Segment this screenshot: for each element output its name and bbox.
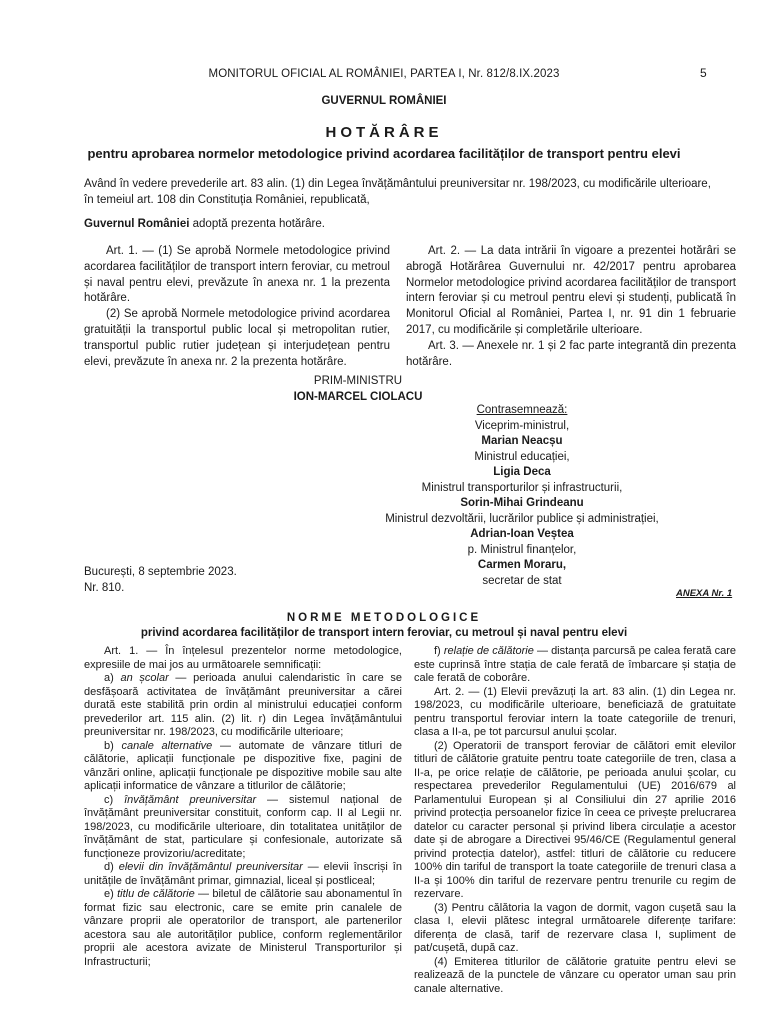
pm-title: PRIM-MINISTRU xyxy=(313,375,403,387)
definition-item: d) elevii din învățământul preuniversitar — elevii înscriși în unitățile de învățământ primar, gimnazial, liceal și postliceal; xyxy=(84,861,402,887)
signer-role: p. Ministrul finanțelor, xyxy=(467,543,577,556)
decision-subtitle: pentru aprobarea normelor metodologice privind acordarea facilităților de transport pentru elevi xyxy=(87,146,681,161)
annex-right-column xyxy=(414,645,736,996)
annex-article-2-paragraph-4: (4) Emiterea titlurilor de călătorie gratuite pentru elevi se realizează de la punctele de vânzare cu operator uman sau prin canale alternative. xyxy=(414,955,736,995)
definition-item: c) învățământ preuniversitar — sistemul național de învățământ preuniversitar constituit, conform cap. II al Legii nr. 198/2023, cu modificările ulterioare, din totalitatea unităților de învățământ de stat, particulare și confesionale, autorizate să funcționeze provizoriu/acreditate; xyxy=(84,793,402,860)
article-2: Art. 2. — La data intrării în vigoare a prezentei hotărâri se abrogă Hotărârea Guvernului nr. 42/2017 pentru aprobarea Normelor metodologice privind acordarea facilităților de transport intern feroviar și cu metroul pentru elevi și studenți, publicată în Monitorul Oficial al României, Partea I, nr. 91 din 1 februarie 2017, cu modificările și completările ulterioare. xyxy=(406,245,736,336)
annex-title: NORME METODOLOGICE xyxy=(286,612,482,624)
annex-article-2-paragraph-2: (2) Operatorii de transport feroviar de călători emit elevilor titluri de călătorie gratuite pentru toate categoriile de tren, clasa a II-a, pe orice relație de călătorie, pe perioada anului școlar, cu respectarea prevederilor Regulamentului (UE) 2016/679 al Parlamentului European și al Consiliului din 27 aprilie 2016 privind protecția persoanelor fizice în ceea ce privește prelucrarea datelor cu caracter personal și privind libera circulație a acestor date și de abrogare a Directivei 95/46/CE (Regulamentul general privind protecția datelor), astfel: titluri de călătorie cu reducere 100% din tariful de transport la toate categoriile de trenuri clasa a II-a și 100% din tariful de rezervare pentru trenurile cu regim de rezervare. xyxy=(414,739,736,900)
definition-item: a) an școlar — perioada anului calendaristic în care se desfășoară activitatea de învățământ preuniversitar a cărei durată este stabilită prin ordin al ministrului educației conform prevederilor art. 115 alin. (2) lit. r) din Legea învățământului preuniversitar nr. 198/2023, cu modificările ulterioare; xyxy=(84,672,402,738)
decision-number: Nr. 810. xyxy=(84,581,125,594)
annex-article-1-intro: Art. 1. — În înțelesul prezentelor norme metodologice, expresiile de mai jos au următoarele semnificații: xyxy=(84,645,402,671)
adoption-subject: Guvernul României xyxy=(84,218,190,230)
annex-article-2-paragraph-1: Art. 2. — (1) Elevii prevăzuți la art. 83 alin. (1) din Legea nr. 198/2023, cu modificările ulterioare, beneficiază de gratuitate pentru transportul feroviar intern la toate categoriile de trenuri, clasa a II-a, pe tot parcursul anului școlar. xyxy=(414,685,736,738)
pm-block xyxy=(238,374,478,405)
place-date-block xyxy=(84,565,237,596)
signer-name: Ligia Deca xyxy=(493,466,551,478)
article-1-paragraph-1: Art. 1. — (1) Se aprobă Normele metodologice privind acordarea facilităților de transport intern feroviar, cu metroul și naval pentru elevi, prevăzute în anexa nr. 1 la prezenta hotărâre. xyxy=(84,245,390,305)
adoption-rest: adoptă prezenta hotărâre. xyxy=(189,218,325,230)
signer-role: Ministrul transporturilor și infrastructurii, xyxy=(421,481,623,494)
adoption-line xyxy=(84,216,754,232)
preamble-2: în temeiul art. 108 din Constituția României, republicată, xyxy=(84,194,370,206)
annex-label: ANEXA Nr. 1 xyxy=(676,588,733,599)
pm-name: ION-MARCEL CIOLACU xyxy=(293,390,423,403)
definition-item: e) titlu de călătorie — biletul de călătorie sau abonamentul în format fizic sau electronic, care se emite prin canalele de vânzare proprii ale operatorilor de transport, ale partenerilor acestora sau ale autorităților publice, conform reglementărilor proprii ale acestora avizate de Ministerul Transporturilor și Infrastructurii; xyxy=(84,888,402,968)
annex-left-column xyxy=(84,645,402,969)
countersign-block xyxy=(372,403,672,589)
definition-item: b) canale alternative — automate de vânzare titluri de călătorie, aplicații funcționale pe dispozitive fixe, pagini de vânzări online, aplicații funcționale pe dispozitive mobile sau alte aplicații informatice de vânzare a titlurilor de călătorie; xyxy=(84,739,402,792)
article-3: Art. 3. — Anexele nr. 1 și 2 fac parte integrantă din prezenta hotărâre. xyxy=(406,339,736,368)
journal-header: MONITORUL OFICIAL AL ROMÂNIEI, PARTEA I, Nr. 812/8.IX.2023 xyxy=(208,68,560,80)
decision-title: HOTĂRÂRE xyxy=(325,124,443,141)
place-date: București, 8 septembrie 2023. xyxy=(84,566,237,578)
signer-closing-role: secretar de stat xyxy=(482,574,562,587)
signer-role: Ministrul educației, xyxy=(474,450,570,463)
preamble-1: Având în vedere prevederile art. 83 alin. (1) din Legea învățământului preuniversitar nr. 198/2023, cu modificările ulterioare, xyxy=(84,178,711,190)
signer-name: Adrian-Ioan Veștea xyxy=(470,528,574,540)
signer-role: Ministrul dezvoltării, lucrărilor publice și administrației, xyxy=(385,512,659,525)
government-heading: GUVERNUL ROMÂNIEI xyxy=(321,95,447,107)
definition-item: f) relație de călătorie — distanța parcursă pe calea ferată care este cuprinsă între stația de cale ferată de îmbarcare și stația de cale ferată de coborâre. xyxy=(414,645,737,684)
page-number: 5 xyxy=(700,66,707,80)
signer-name: Marian Neacșu xyxy=(481,435,563,447)
signer-name: Sorin-Mihai Grindeanu xyxy=(460,497,584,509)
signer-name: Carmen Moraru, xyxy=(477,559,567,571)
signer-role: Viceprim-ministrul, xyxy=(474,419,570,432)
articles-right-column xyxy=(406,244,736,370)
countersign-label: Contrasemnează: xyxy=(476,404,568,416)
article-1-paragraph-2: (2) Se aprobă Normele metodologice privind acordarea gratuității la transportul public local și metropolitan rutier, transportul public rutier județean și interjudețean pentru elevi, prevăzute în anexa nr. 2 la prezenta hotărâre. xyxy=(84,308,390,368)
annex-subtitle: privind acordarea facilităților de transport intern feroviar, cu metroul și naval pentru elevi xyxy=(140,627,628,639)
annex-article-2-paragraph-3: (3) Pentru călătoria la vagon de dormit, vagon cușetă sau la clasa I, elevii plătesc integral următoarele diferențe tarifare: diferența de clasă, tarif de rezervare clasa I, supliment de pat/cușetă, după caz. xyxy=(414,901,736,954)
articles-left-column xyxy=(84,244,390,370)
